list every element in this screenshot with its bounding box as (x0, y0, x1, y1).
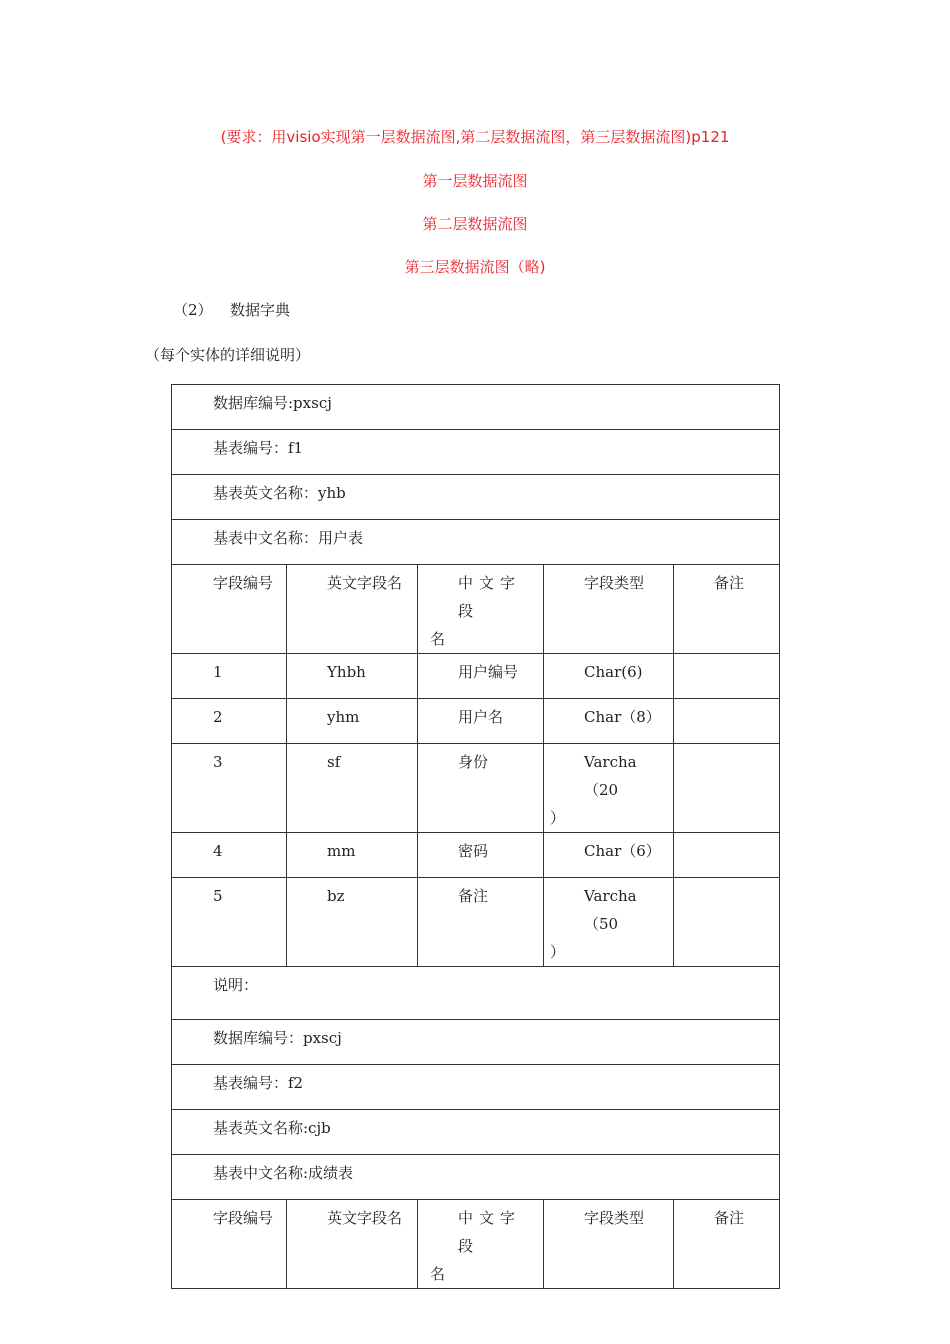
en-name-cell: 基表英文名称：yhb (172, 475, 780, 520)
cell-cn-text: 身份 (458, 753, 489, 771)
dfd-level1-heading: 第一层数据流图 (422, 172, 528, 190)
section-description: （每个实体的详细说明） (145, 346, 311, 364)
header-cn-name (418, 1200, 544, 1289)
cell-no: 3 (172, 744, 287, 833)
table-row (172, 1065, 780, 1110)
table-row (172, 967, 780, 1020)
header-field-no: 字段编号 (172, 565, 287, 654)
cell-cn-text: 用户编号 (458, 663, 519, 681)
table-row (172, 1020, 780, 1065)
cell-cn (418, 699, 544, 744)
table-id-cell: 基表编号：f1 (172, 430, 780, 475)
header-type: 字段类型 (544, 565, 674, 654)
header-en-name: 英文字段名 (287, 1200, 418, 1289)
header-cn-name-line1: 中文字段 (458, 1209, 522, 1255)
header-cn-name-line2: 名 (430, 630, 446, 648)
header-cn-name-line1: 中文字段 (458, 574, 522, 620)
dfd-level2-heading: 第二层数据流图 (422, 215, 528, 233)
table-row (172, 699, 780, 744)
cell-type (544, 744, 674, 833)
requirement-text: (要求：用visio实现第一层数据流图,第二层数据流图，第三层数据流图)p121 (220, 128, 730, 146)
cell-no: 2 (172, 699, 287, 744)
cell-remark (674, 744, 780, 833)
cell-type-line2: ） (550, 943, 566, 961)
header-field-no: 字段编号 (172, 1200, 287, 1289)
table-id-cell-2: 基表编号：f2 (172, 1065, 780, 1110)
cell-type: Char(6) (544, 654, 674, 699)
table-row (172, 1155, 780, 1200)
db-id-cell-2: 数据库编号：pxscj (172, 1020, 780, 1065)
header-row (172, 1200, 780, 1289)
cell-no: 4 (172, 833, 287, 878)
dfd-level3-heading: 第三层数据流图（略) (404, 258, 546, 276)
cell-en: mm (287, 833, 418, 878)
cell-type-line2: ） (550, 809, 566, 827)
note-cell: 说明： (172, 967, 780, 1020)
table-row (172, 878, 780, 967)
cell-remark (674, 654, 780, 699)
table-row (172, 475, 780, 520)
table-row (172, 744, 780, 833)
cell-cn-text: 密码 (458, 842, 489, 860)
cell-no: 1 (172, 654, 287, 699)
header-row (172, 565, 780, 654)
cell-cn-text: 用户名 (458, 708, 504, 726)
table-row (172, 1110, 780, 1155)
header-remark: 备注 (674, 565, 780, 654)
cell-cn (418, 878, 544, 967)
cell-remark (674, 699, 780, 744)
table-row (172, 833, 780, 878)
table-row (172, 430, 780, 475)
cell-remark (674, 878, 780, 967)
en-name-cell-2: 基表英文名称:cjb (172, 1110, 780, 1155)
section-title: 数据字典 (230, 301, 291, 319)
cell-cn (418, 744, 544, 833)
cell-type-line1: Varcha（50 (584, 887, 637, 933)
section-number: （2） (173, 301, 213, 319)
header-type: 字段类型 (544, 1200, 674, 1289)
cell-en: bz (287, 878, 418, 967)
table-row (172, 654, 780, 699)
header-cn-name (418, 565, 544, 654)
cell-cn-text: 备注 (458, 887, 489, 905)
cell-en: Yhbh (287, 654, 418, 699)
cell-type: Char（8） (544, 699, 674, 744)
cell-remark (674, 833, 780, 878)
cn-name-cell-2: 基表中文名称:成绩表 (172, 1155, 780, 1200)
cell-no: 5 (172, 878, 287, 967)
data-dictionary-table (171, 384, 780, 1289)
cell-cn (418, 833, 544, 878)
header-remark: 备注 (674, 1200, 780, 1289)
table-row (172, 520, 780, 565)
cn-name-cell: 基表中文名称：用户表 (172, 520, 780, 565)
cell-type (544, 878, 674, 967)
cell-en: sf (287, 744, 418, 833)
cell-type: Char（6） (544, 833, 674, 878)
cell-type-line1: Varcha（20 (584, 753, 637, 799)
cell-en: yhm (287, 699, 418, 744)
table-row (172, 385, 780, 430)
db-id-cell: 数据库编号:pxscj (172, 385, 780, 430)
header-cn-name-line2: 名 (430, 1265, 446, 1283)
cell-cn (418, 654, 544, 699)
header-en-name: 英文字段名 (287, 565, 418, 654)
